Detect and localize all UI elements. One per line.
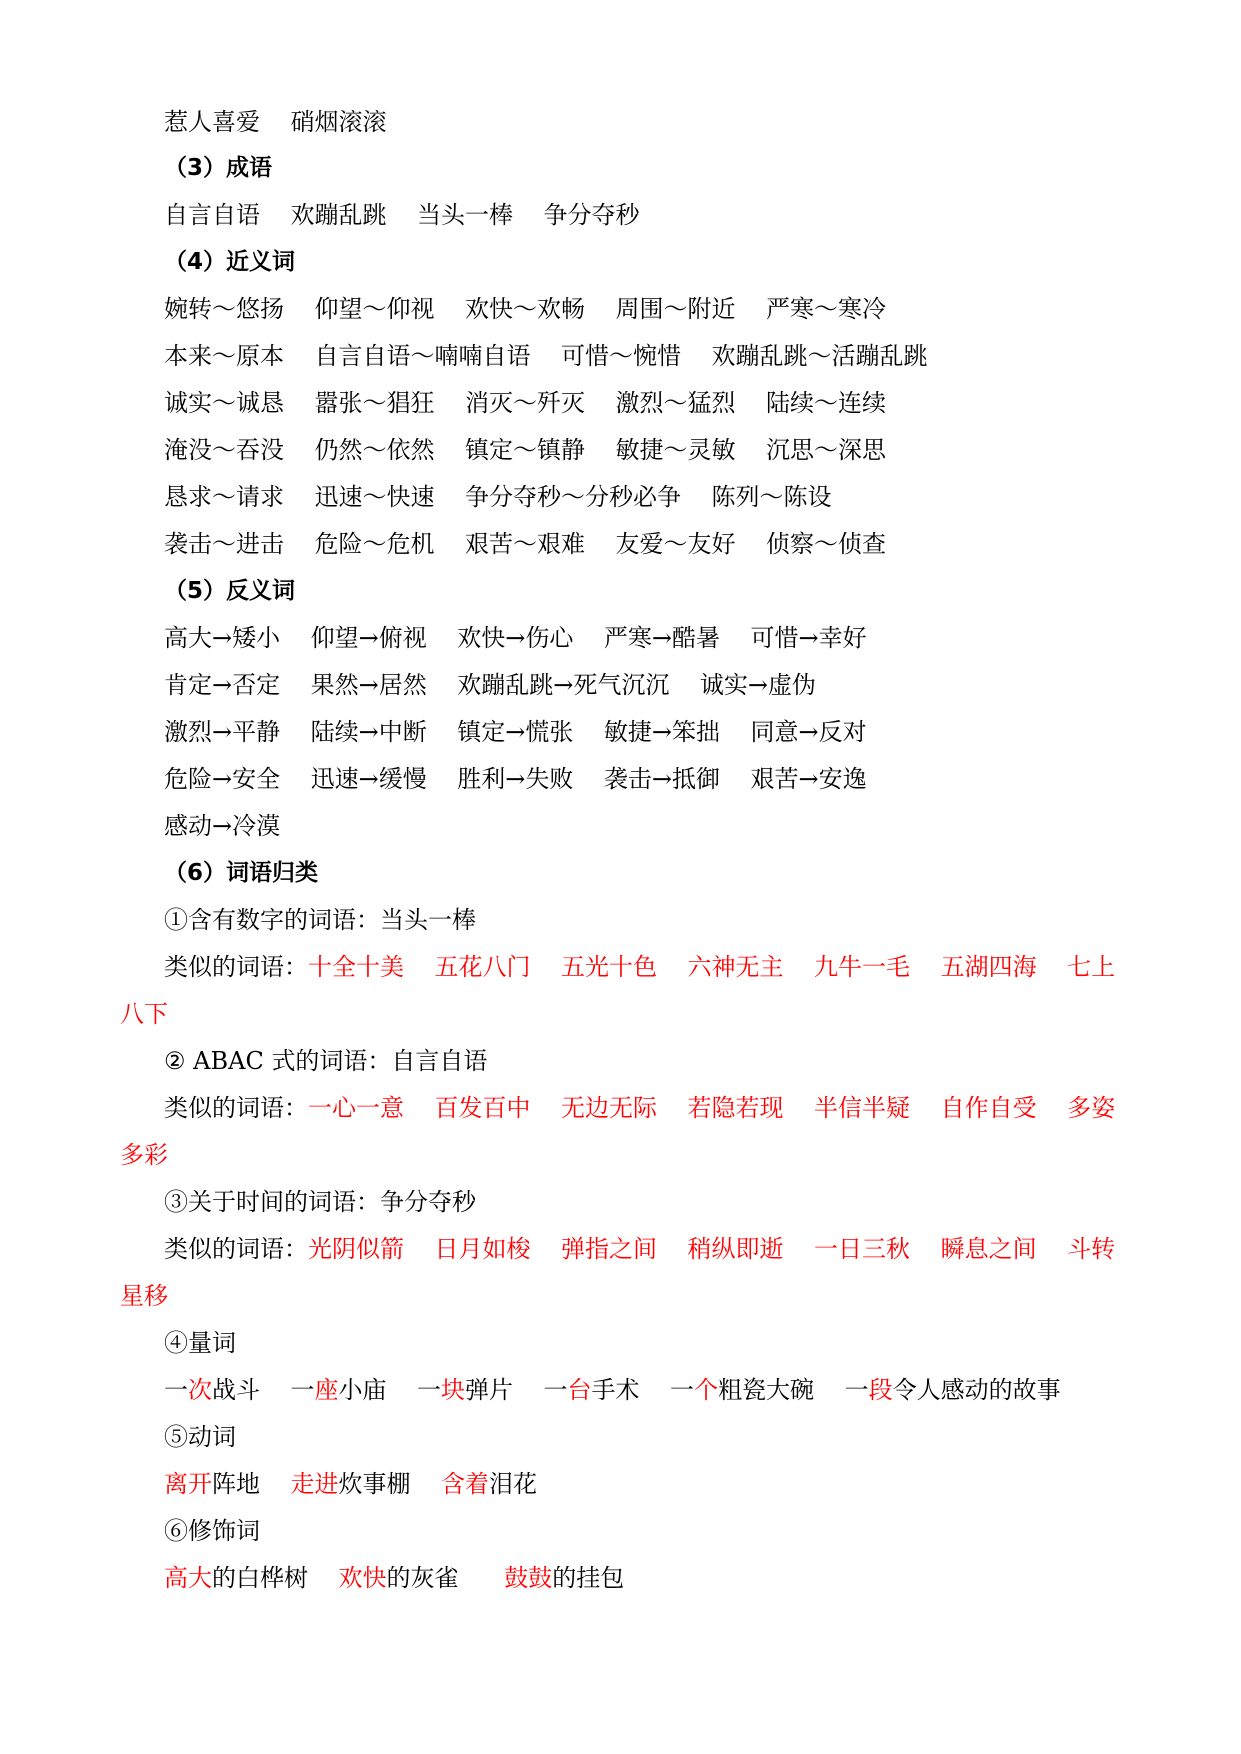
- text-run: 令人感动的故事: [892, 1376, 1061, 1404]
- text-run: 的灰雀: [386, 1564, 505, 1592]
- text-run: ② ABAC 式的词语：自言自语: [164, 1047, 488, 1075]
- text-run: 肯定→否定 果然→居然 欢蹦乱跳→死气沉沉 诚实→虚伪: [164, 671, 816, 699]
- text-run: 诚实～诚恳 嚣张～猖狂 消灭～歼灭 激烈～猛烈 陆续～连续: [164, 389, 887, 417]
- text-run: ③关于时间的词语：争分夺秒: [164, 1188, 476, 1216]
- text-run: 弹片 一: [465, 1376, 568, 1404]
- text-run: ⑤动词: [164, 1423, 236, 1451]
- text-run: （6）词语归类: [164, 860, 319, 886]
- text-line: [164, 1516, 260, 1546]
- text-line: [164, 341, 928, 371]
- text-line: [164, 670, 816, 700]
- highlighted-text: 十全十美 五花八门 五光十色 六神无主 九牛一毛 五湖四海 七上: [308, 953, 1116, 981]
- text-run: 本来～原本 自言自语～喃喃自语 可惜～惋惜 欢蹦乱跳～活蹦乱跳: [164, 342, 928, 370]
- section-heading: [164, 858, 318, 888]
- text-line: [164, 1234, 1115, 1264]
- text-line: [164, 905, 476, 935]
- text-run: 粗瓷大碗 一: [718, 1376, 869, 1404]
- text-run: 战斗 一: [212, 1376, 315, 1404]
- text-run: ④量词: [164, 1329, 236, 1357]
- text-run: ①含有数字的词语：当头一棒: [164, 906, 476, 934]
- text-run: 炊事棚: [338, 1470, 442, 1498]
- text-line: [164, 623, 867, 653]
- text-line-continuation: [120, 1281, 168, 1311]
- highlighted-text: 八下: [120, 1000, 168, 1028]
- text-run: 惹人喜爱 硝烟滚滚: [164, 108, 387, 136]
- text-run: 袭击～进击 危险～危机 艰苦～艰难 友爱～友好 侦察～侦查: [164, 530, 887, 558]
- highlighted-text: 星移: [120, 1282, 168, 1310]
- text-run: 的白桦树: [212, 1564, 339, 1592]
- text-line: [164, 294, 886, 324]
- text-run: 婉转～悠扬 仰望～仰视 欢快～欢畅 周围～附近 严寒～寒冷: [164, 295, 887, 323]
- highlighted-text: 欢快: [338, 1564, 387, 1592]
- text-line: [164, 1093, 1115, 1123]
- text-run: 小庙 一: [338, 1376, 442, 1404]
- text-run: 手术 一: [591, 1376, 695, 1404]
- text-run: 类似的词语：: [164, 1094, 308, 1122]
- text-run: 的挂包: [552, 1564, 625, 1592]
- highlighted-text: 个: [694, 1376, 719, 1404]
- highlighted-text: 多彩: [120, 1141, 168, 1169]
- text-run: 恳求～请求 迅速～快速 争分夺秒～分秒必争 陈列～陈设: [164, 483, 832, 511]
- highlighted-text: 一心一意 百发百中 无边无际 若隐若现 半信半疑 自作自受 多姿: [308, 1094, 1116, 1122]
- text-line: [164, 1422, 236, 1452]
- text-line: [164, 764, 867, 794]
- highlighted-text: 光阴似箭 日月如梭 弹指之间 稍纵即逝 一日三秋 瞬息之间 斗转: [308, 1235, 1116, 1263]
- text-line: [164, 1328, 236, 1358]
- text-run: （4）近义词: [164, 249, 296, 275]
- text-run: 类似的词语：: [164, 953, 308, 981]
- text-line: [164, 200, 640, 230]
- text-run: 激烈→平静 陆续→中断 镇定→慌张 敏捷→笨拙 同意→反对: [164, 718, 867, 746]
- text-line: [164, 717, 867, 747]
- section-heading: [164, 576, 295, 606]
- text-line: [164, 952, 1115, 982]
- text-line: [164, 435, 886, 465]
- highlighted-text: 次: [188, 1376, 212, 1404]
- highlighted-text: 鼓鼓: [504, 1564, 553, 1592]
- text-run: 自言自语 欢蹦乱跳 当头一棒 争分夺秒: [164, 201, 640, 229]
- text-line: [164, 1375, 1061, 1405]
- highlighted-text: 含着: [441, 1470, 490, 1498]
- highlighted-text: 离开: [164, 1470, 212, 1498]
- text-run: 高大→矮小 仰望→俯视 欢快→伤心 严寒→酷暑 可惜→幸好: [164, 624, 867, 652]
- text-line: [164, 1187, 476, 1217]
- text-line: [164, 482, 832, 512]
- highlighted-text: 走进: [290, 1470, 339, 1498]
- text-run: 一: [164, 1376, 188, 1404]
- section-heading: [164, 247, 295, 277]
- highlighted-text: 高大: [164, 1564, 212, 1592]
- text-run: ⑥修饰词: [164, 1517, 260, 1545]
- text-line-continuation: [120, 1140, 168, 1170]
- highlighted-text: 块: [441, 1376, 466, 1404]
- text-line: [164, 529, 886, 559]
- section-heading: [164, 153, 272, 183]
- text-line: [164, 811, 280, 841]
- text-run: 泪花: [489, 1470, 538, 1498]
- text-run: 阵地: [212, 1470, 291, 1498]
- text-run: （3）成语: [164, 155, 273, 181]
- text-line: [164, 388, 886, 418]
- text-run: 淹没～吞没 仍然～依然 镇定～镇静 敏捷～灵敏 沉思～深思: [164, 436, 887, 464]
- text-run: 类似的词语：: [164, 1235, 308, 1263]
- text-line: [164, 1046, 487, 1076]
- text-run: （5）反义词: [164, 578, 296, 604]
- text-run: 感动→冷漠: [164, 812, 281, 840]
- highlighted-text: 段: [868, 1376, 893, 1404]
- text-line: [164, 1563, 624, 1593]
- text-line: [164, 1469, 537, 1499]
- text-line: [164, 107, 387, 137]
- text-run: 危险→安全 迅速→缓慢 胜利→失败 袭击→抵御 艰苦→安逸: [164, 765, 867, 793]
- text-line-continuation: [120, 999, 168, 1029]
- highlighted-text: 台: [567, 1376, 592, 1404]
- highlighted-text: 座: [314, 1376, 339, 1404]
